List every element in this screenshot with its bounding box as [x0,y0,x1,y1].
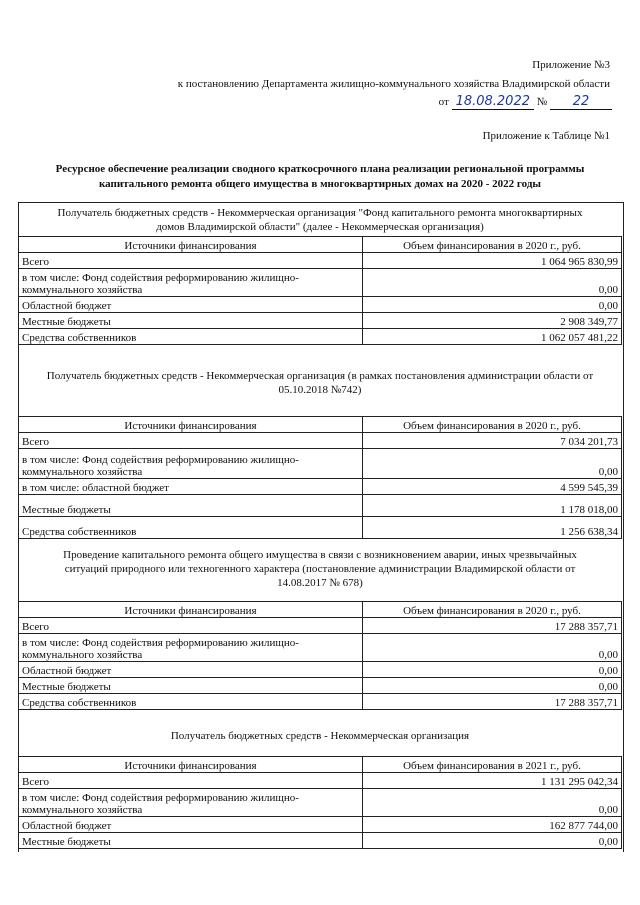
title-line-2: капитального ремонта общего имущества в многоквартирных домах на 2020 - 2022 годы [99,178,541,190]
row-label: Всего [19,618,363,634]
row-value: 0,00 [363,297,622,313]
row-value: 0,00 [363,678,622,694]
table-row [19,618,622,634]
section-4-table [18,756,622,849]
appendix-label: Приложение №3 [532,59,610,71]
table-row [19,253,622,269]
col-amount-header: Объем финансирования в 2020 г., руб. [363,417,622,433]
row-value: 1 256 638,34 [363,517,622,539]
section-3-heading: Проведение капитального ремонта общего имущества в связи с возникновением аварии, иных чрезвычайных ситуаций природного или техногенного характера (постановление администрации Владимирской области от 14.08.2017 № 678) [63,549,577,589]
row-label: Местные бюджеты [19,313,363,329]
row-value: 0,00 [363,789,622,817]
table-header-row [19,602,622,618]
section-3-table [18,601,622,710]
row-label: Областной бюджет [19,817,363,833]
table-row [19,269,622,297]
section-2-heading: Получатель бюджетных средств - Некоммерческая организация (в рамках постановления администрации области от 05.10.2018 №742) [46,370,594,396]
table-row [19,313,622,329]
decree-reference: к постановлению Департамента жилищно-коммунального хозяйства Владимирской области [177,78,610,90]
row-label: Средства собственников [19,329,363,345]
table-row [19,833,622,849]
row-value: 0,00 [363,662,622,678]
table-row [19,634,622,662]
row-label: Областной бюджет [19,297,363,313]
table-header-row [19,417,622,433]
section-1-heading: Получатель бюджетных средств - Некоммерческая организация "Фонд капитального ремонта многоквартирных домов Владимирской области" (далее - Некоммерческая организация) [57,207,583,233]
table-row [19,517,622,539]
row-value: 17 288 357,71 [363,618,622,634]
row-label: Всего [19,773,363,789]
handwritten-date: 18.08.2022 [452,94,534,110]
table-row [19,694,622,710]
row-value: 0,00 [363,269,622,297]
row-label: в том числе: Фонд содействия реформированию жилищно- коммунального хозяйства [19,269,363,297]
row-value: 162 877 744,00 [363,817,622,833]
row-value: 17 288 357,71 [363,694,622,710]
table-row [19,662,622,678]
decree-date-number [439,94,612,110]
table-row [19,297,622,313]
handwritten-number: 22 [550,94,612,110]
row-label: Областной бюджет [19,662,363,678]
row-value: 7 034 201,73 [363,433,622,449]
row-label: Всего [19,253,363,269]
table-row [19,678,622,694]
table-header-row [19,757,622,773]
row-value: 1 062 057 481,22 [363,329,622,345]
row-label: Средства собственников [19,517,363,539]
document-title [18,162,622,192]
section-1-table [18,236,622,345]
row-label: Средства собственников [19,694,363,710]
table-row [19,495,622,517]
table-row [19,789,622,817]
table-row [19,449,622,479]
row-value: 4 599 545,39 [363,479,622,495]
table-row [19,479,622,495]
col-source-header: Источники финансирования [19,757,363,773]
row-label: Местные бюджеты [19,495,363,517]
row-label: Всего [19,433,363,449]
section-2-table [18,416,622,539]
row-value: 1 064 965 830,99 [363,253,622,269]
table-row [19,433,622,449]
row-label: Местные бюджеты [19,833,363,849]
table-row [19,329,622,345]
row-value: 1 131 295 042,34 [363,773,622,789]
row-label: в том числе: областной бюджет [19,479,363,495]
row-value: 0,00 [363,449,622,479]
table-reference: Приложение к Таблице №1 [482,130,610,142]
row-value: 0,00 [363,833,622,849]
col-source-header: Источники финансирования [19,417,363,433]
title-line-1: Ресурсное обеспечение реализации сводного краткосрочного плана реализации региональной программы [55,163,585,175]
from-label: от [438,96,449,108]
row-label: в том числе: Фонд содействия реформированию жилищно- коммунального хозяйства [19,634,363,662]
col-amount-header: Объем финансирования в 2020 г., руб. [363,602,622,618]
section-4-heading: Получатель бюджетных средств - Некоммерческая организация [170,730,470,742]
col-amount-header: Объем финансирования в 2020 г., руб. [363,237,622,253]
row-label: в том числе: Фонд содействия реформированию жилищно- коммунального хозяйства [19,449,363,479]
table-row [19,773,622,789]
row-value: 2 908 349,77 [363,313,622,329]
row-label: в том числе: Фонд содействия реформированию жилищно- коммунального хозяйства [19,789,363,817]
table-row [19,817,622,833]
row-value: 1 178 018,00 [363,495,622,517]
col-source-header: Источники финансирования [19,237,363,253]
row-value: 0,00 [363,634,622,662]
number-label: № [536,96,548,108]
col-amount-header: Объем финансирования в 2021 г., руб. [363,757,622,773]
table-header-row [19,237,622,253]
col-source-header: Источники финансирования [19,602,363,618]
row-label: Местные бюджеты [19,678,363,694]
